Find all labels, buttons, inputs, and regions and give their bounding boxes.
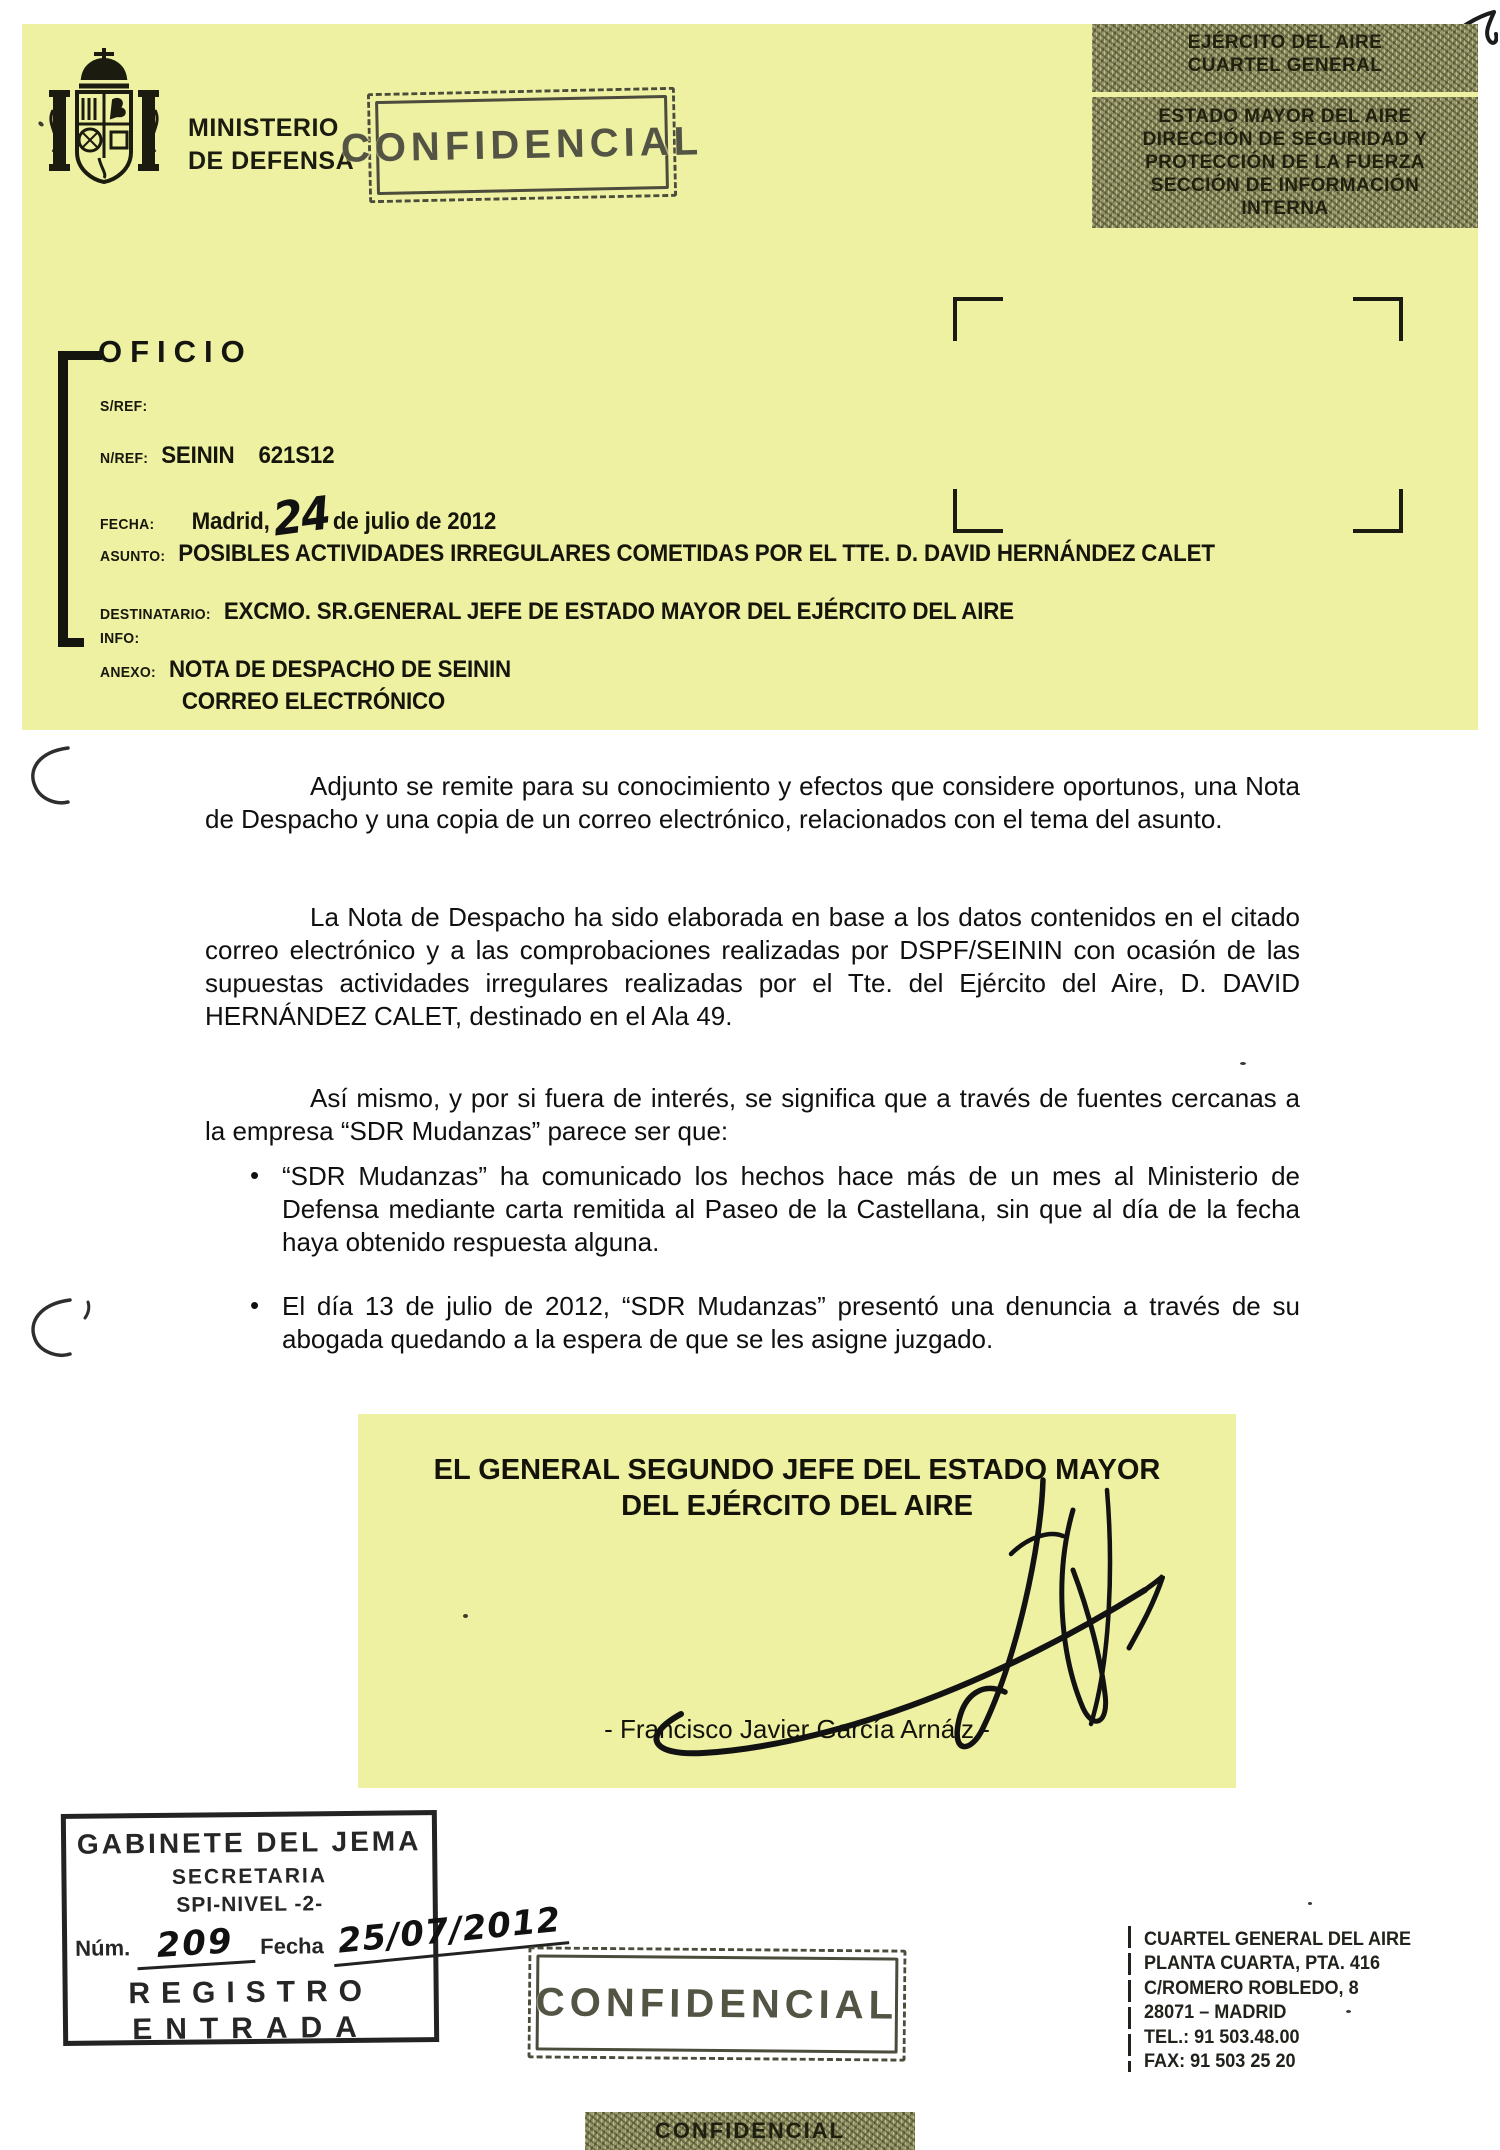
- nref-value: SEININ 621S12: [161, 442, 335, 469]
- ministry-line1: MINISTERIO: [188, 114, 339, 142]
- scan-speck: [1240, 1062, 1246, 1065]
- destinatario-label: DESTINATARIO:: [100, 606, 211, 623]
- fecha-city: Madrid,: [191, 508, 270, 535]
- address-block: [1144, 1928, 1411, 2074]
- field-fecha: [100, 485, 497, 547]
- unit-main-line5: INTERNA: [1241, 198, 1329, 219]
- body-bullet-2: El día 13 de julio de 2012, “SDR Mudanzas” presentó una denuncia a través de su abogada quedando a la espera de que se les asigne juzgado.: [282, 1291, 1300, 1354]
- oficio-bracket-bottom-arm: [58, 638, 84, 647]
- unit-main-line1: ESTADO MAYOR DEL AIRE: [1158, 106, 1412, 127]
- field-anexo: [100, 656, 511, 716]
- body-paragraph-1: Adjunto se remite para su conocimiento y efectos que considere oportunos, una Nota de Despacho y una copia de un correo electrónico, relacionados con el tema del asunto.: [205, 771, 1300, 834]
- field-nref: [100, 442, 334, 470]
- unit-block-top: [1092, 24, 1478, 92]
- fecha-rest: de julio de 2012: [332, 508, 497, 535]
- address-line4: 28071 – MADRID: [1144, 2002, 1287, 2024]
- window-corner-mark-bottom-left: [953, 489, 1003, 533]
- registry-line6: ENTRADA: [132, 2010, 371, 2047]
- unit-top-line2: CUARTEL GENERAL: [1187, 55, 1383, 76]
- confidential-stamp-bottom: [528, 1946, 907, 2061]
- confidential-stamp-top-text: CONFIDENCIAL: [340, 118, 704, 171]
- window-corner-mark-top-right: [1353, 297, 1403, 341]
- spain-coat-of-arms-icon: [45, 40, 163, 198]
- scan-speck: [463, 1614, 468, 1618]
- body-paragraph-3: Así mismo, y por si fuera de interés, se significa que a través de fuentes cercanas a la empresa “SDR Mudanzas” parece ser que:: [205, 1083, 1300, 1146]
- oficio-bracket-top-arm: [58, 351, 102, 360]
- address-rule: [1128, 1926, 1131, 2072]
- registry-num-label: Núm.: [75, 1935, 131, 1961]
- signature-scribble: [645, 1462, 1165, 1762]
- registry-line1: GABINETE DEL JEMA: [76, 1825, 422, 1860]
- unit-main-line3: PROTECCIÓN DE LA FUERZA: [1145, 152, 1425, 173]
- unit-main-line2: DIRECCIÓN DE SEGURIDAD Y: [1142, 129, 1428, 150]
- destinatario-value: EXCMO. SR.GENERAL JEFE DE ESTADO MAYOR DEL EJÉRCITO DEL AIRE: [223, 598, 1014, 625]
- sref-label: S/REF:: [100, 398, 148, 415]
- address-line1: CUARTEL GENERAL DEL AIRE: [1144, 1929, 1412, 1950]
- scan-speck: [1346, 2010, 1351, 2013]
- confidential-stamp-top: [340, 87, 704, 203]
- fecha-day-handwritten: 24: [270, 485, 333, 547]
- anexo-label: ANEXO:: [100, 664, 156, 681]
- confidential-bar-text: CONFIDENCIAL: [654, 2118, 846, 2143]
- field-asunto: [100, 540, 1215, 568]
- scan-speck: [1308, 1902, 1312, 1905]
- oficio-title: OFICIO: [98, 334, 253, 369]
- registry-num-value-handwritten: 209: [135, 1920, 255, 1970]
- window-corner-mark-top-left: [953, 297, 1003, 341]
- registry-fecha-label: Fecha: [260, 1933, 324, 1959]
- signature-title-line1: EL GENERAL SEGUNDO JEFE DEL ESTADO MAYOR: [433, 1454, 1161, 1486]
- body-paragraph-2: La Nota de Despacho ha sido elaborada en base a los datos contenidos en el citado correo electrónico y a las comprobaciones realizadas por DSPF/SEININ con ocasión de las supuestas actividades irregulares realizadas por el Tte. del Ejército del Aire, D. DAVID HERNÁNDEZ CALET, destinado en el Ala 49.: [205, 902, 1300, 1031]
- field-sref: [100, 398, 160, 415]
- unit-main-line4: SECCIÓN DE INFORMACIÓN: [1150, 175, 1420, 196]
- bullet-marker-1: •: [250, 1160, 260, 1190]
- unit-top-line1: EJÉRCITO DEL AIRE: [1187, 32, 1383, 53]
- signatory-name: - Francisco Javier García Arnáiz -: [604, 1714, 990, 1744]
- field-destinatario: [100, 598, 1014, 626]
- address-line2: PLANTA CUARTA, PTA. 416: [1144, 1953, 1381, 1975]
- address-line5: TEL.: 91 503.48.00: [1144, 2026, 1300, 2048]
- registry-line5: REGISTRO: [128, 1974, 374, 2011]
- anexo-value-line1: NOTA DE DESPACHO DE SEININ: [168, 656, 511, 683]
- confidential-stamp-bottom-text: CONFIDENCIAL: [535, 1979, 899, 2028]
- ministry-wordmark: [188, 112, 354, 178]
- nref-label: N/REF:: [100, 450, 149, 467]
- address-line6: FAX: 91 503 25 20: [1144, 2051, 1296, 2073]
- registry-line2: SECRETARIA: [171, 1864, 328, 1889]
- body-bullet-1: “SDR Mudanzas” ha comunicado los hechos hace más de un mes al Ministerio de Defensa mediante carta remitida al Paseo de la Castellana, sin que al día de la fecha haya obtenido respuesta alguna.: [282, 1161, 1300, 1257]
- info-label: INFO:: [100, 630, 140, 647]
- field-info: [100, 630, 152, 647]
- pen-mark-bottom: [22, 1292, 100, 1367]
- unit-block-main: [1092, 97, 1478, 228]
- anexo-value-line2: CORREO ELECTRÓNICO: [181, 688, 446, 715]
- signature-title-line2: DEL EJÉRCITO DEL AIRE: [621, 1490, 973, 1522]
- bullet-marker-2: •: [250, 1290, 260, 1320]
- address-line3: C/ROMERO ROBLEDO, 8: [1144, 1977, 1359, 1999]
- confidential-bar: [585, 2112, 915, 2150]
- ministry-line2: DE DEFENSA: [188, 147, 355, 175]
- pen-mark-top: [22, 742, 82, 813]
- fecha-label: FECHA:: [100, 516, 155, 533]
- oficio-bracket-vertical: [58, 351, 68, 647]
- asunto-value: POSIBLES ACTIVIDADES IRREGULARES COMETIDAS POR EL TTE. D. DAVID HERNÁNDEZ CALET: [178, 540, 1215, 567]
- registry-line3: SPI-NIVEL -2-: [176, 1892, 324, 1917]
- registry-entry-stamp: [61, 1810, 563, 2047]
- asunto-label: ASUNTO:: [100, 548, 166, 565]
- window-corner-mark-bottom-right: [1353, 489, 1403, 533]
- registry-fecha-value-handwritten: 25/07/2012: [330, 1899, 569, 1967]
